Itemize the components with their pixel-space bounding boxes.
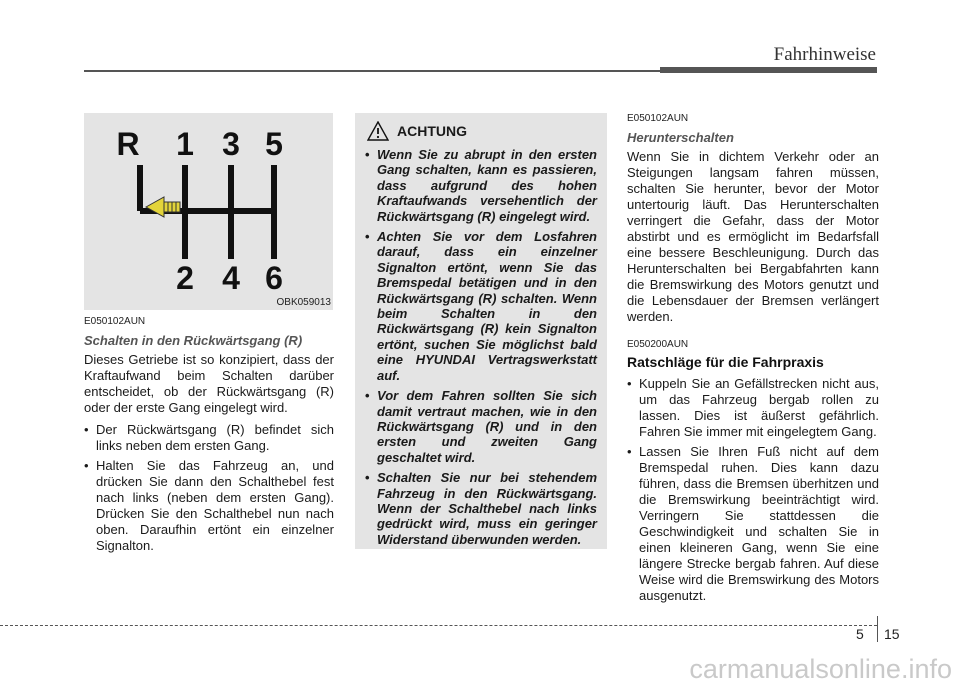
section-title: Schalten in den Rückwärtsgang (R) [84,333,303,348]
gear-label-6: 6 [265,260,283,296]
list-item: • Halten Sie das Fahrzeug an, und drücken Sie dann den Schalthebel fest nach links (neben dem ersten Gang). Drücken Sie den Schalthebel nun nach oben. Daraufhin ertönt ein einzelner Signalton. [84,458,334,554]
warning-list [365,147,597,547]
section-heading: Ratschläge für die Fahrpraxis [627,354,824,370]
footer-rule [0,625,877,626]
gear-label-1: 1 [176,126,194,162]
gear-shift-diagram [84,113,333,310]
bullet-list [84,422,334,554]
gear-label-3: 3 [222,126,240,162]
bullet-list [627,376,879,604]
gear-label-5: 5 [265,126,283,162]
header-accent-bar [660,67,877,73]
list-item: • Kuppeln Sie an Gefällstrecken nicht aus, um das Fahrzeug bergab rollen zu lassen. Dies ist äußerst gefährlich. Fahren Sie immer mit eingelegtem Gang. [627,376,879,440]
page-number: 15 [884,626,900,642]
chapter-number: 5 [856,626,864,642]
watermark: carmanualsonline.info [689,654,952,684]
section-code: E050102AUN [627,113,689,124]
section-reverse-gear [84,316,334,558]
warning-box [355,113,607,549]
section-title: Herunterschalten [627,130,734,145]
warning-title: ACHTUNG [397,123,467,139]
gear-label-r: R [116,126,140,162]
section-body: Wenn Sie in dichtem Verkehr oder an Steigungen langsam fahren müssen, schalten Sie herunter, bevor der Motor untertourig läuft. Das Herunterschalten verringert die Gefahr, dass der Motor abstirbt und es ermöglicht im Bedarfsfall eine bessere Beschleunigung. Durch das Herunterschalten bei Bergabfahrten kann die Bremswirkung des Motors genutzt und die Lebensdauer der Bremsen verlängert werden. [627,149,879,324]
section-body: Dieses Getriebe ist so konzipiert, dass der Kraftaufwand beim Schalten darüber entscheidet, ob der Rückwärtsgang (R) oder der erste Gang eingelegt wird. [84,352,334,415]
warning-item: • Vor dem Fahren sollten Sie sich damit vertraut machen, wie in den Rückwärtsgang (R) und in den ersten und zweiten Gang geschaltet wird. [365,388,597,465]
list-item: • Lassen Sie Ihren Fuß nicht auf dem Bremspedal ruhen. Dies kann dazu führen, dass die Bremsen überhitzen und die Bremswirkung beeinträchtigt wird. Verringern Sie stattdessen die Geschwindigkeit und schalten Sie in einen kleineren Gang, wenn Sie eine längere Strecke bergab fahren. Auf diese Weise wird die Bremswirkung des Motors ausgenutzt. [627,444,879,604]
section-code: E050102AUN [84,316,146,327]
warning-triangle-icon [367,121,389,141]
header-title: Fahrhinweise [773,44,876,65]
gear-label-2: 2 [176,260,194,296]
warning-item: • Schalten Sie nur bei stehendem Fahrzeug in den Rückwärtsgang. Wenn der Schalthebel nach links gedrückt wird, muss ein geringer Widerstand überwunden werden. [365,470,597,547]
warning-item: • Achten Sie vor dem Losfahren darauf, dass ein einzelner Signalton ertönt, wenn Sie das Bremspedal betätigen und in den Rückwärtsgang (R) schalten. Wenn beim Schalten in den Rückwärtsgang (R) kein Signalton ertönt, suchen Sie möglichst bald eine HYUNDAI Vertragswerkstatt auf. [365,229,597,383]
section-code: E050200AUN [627,339,689,350]
warning-header [367,121,597,141]
warning-item: • Wenn Sie zu abrupt in den ersten Gang schalten, kann es passieren, dass aufgrund des hohen Kraftaufwands versehentlich der Rückwärtsgang (R) eingelegt wird. [365,147,597,224]
gear-pattern-graphic [84,113,333,310]
figure-caption: OBK059013 [276,297,331,308]
right-column [627,113,879,608]
footer-divider [877,616,878,642]
gear-label-4: 4 [222,260,240,296]
list-item: • Der Rückwärtsgang (R) befindet sich links neben dem ersten Gang. [84,422,334,454]
